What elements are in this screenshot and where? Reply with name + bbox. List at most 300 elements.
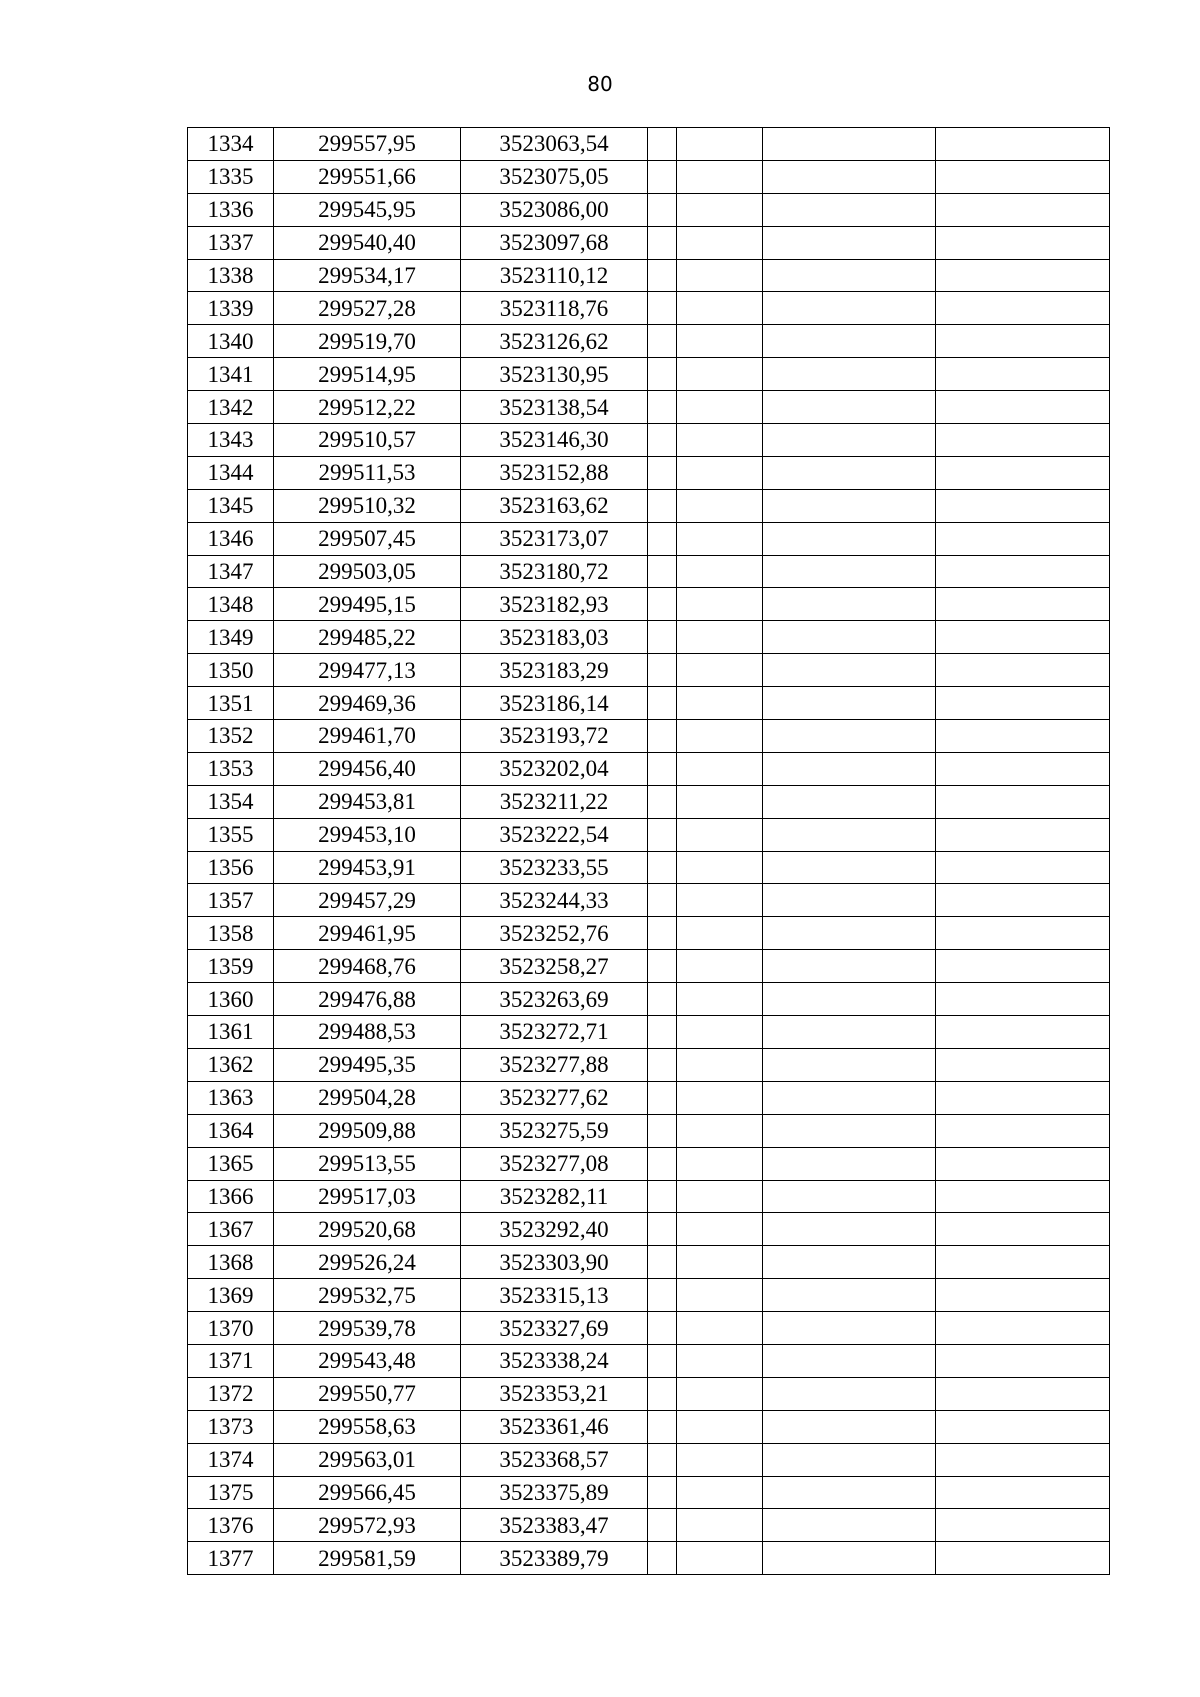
table-row (188, 1016, 1110, 1049)
table-row (188, 818, 1110, 851)
y-coordinate-cell: 3523383,47 (461, 1509, 648, 1542)
x-coordinate-cell: 299527,28 (274, 292, 461, 325)
empty-cell (936, 1344, 1110, 1377)
x-coordinate-cell: 299551,66 (274, 160, 461, 193)
coordinates-table (187, 127, 1110, 1575)
point-number-cell: 1366 (188, 1180, 274, 1213)
empty-cell (648, 424, 677, 457)
y-coordinate-cell: 3523075,05 (461, 160, 648, 193)
point-number-cell: 1344 (188, 456, 274, 489)
table-row (188, 358, 1110, 391)
empty-cell (677, 489, 763, 522)
table-row (188, 752, 1110, 785)
empty-cell (648, 259, 677, 292)
point-number-cell: 1369 (188, 1279, 274, 1312)
empty-cell (763, 259, 936, 292)
y-coordinate-cell: 3523097,68 (461, 226, 648, 259)
y-coordinate-cell: 3523263,69 (461, 983, 648, 1016)
x-coordinate-cell: 299503,05 (274, 555, 461, 588)
empty-cell (648, 1246, 677, 1279)
empty-cell (648, 1344, 677, 1377)
point-number-cell: 1352 (188, 720, 274, 753)
point-number-cell: 1353 (188, 752, 274, 785)
y-coordinate-cell: 3523292,40 (461, 1213, 648, 1246)
empty-cell (936, 720, 1110, 753)
empty-cell (763, 555, 936, 588)
empty-cell (648, 292, 677, 325)
point-number-cell: 1355 (188, 818, 274, 851)
table-row (188, 654, 1110, 687)
empty-cell (936, 983, 1110, 1016)
empty-cell (648, 1147, 677, 1180)
y-coordinate-cell: 3523182,93 (461, 588, 648, 621)
table-row (188, 1048, 1110, 1081)
x-coordinate-cell: 299477,13 (274, 654, 461, 687)
empty-cell (763, 1081, 936, 1114)
empty-cell (648, 752, 677, 785)
table-row (188, 720, 1110, 753)
empty-cell (763, 160, 936, 193)
point-number-cell: 1371 (188, 1344, 274, 1377)
empty-cell (677, 1114, 763, 1147)
x-coordinate-cell: 299511,53 (274, 456, 461, 489)
empty-cell (936, 950, 1110, 983)
empty-cell (763, 1180, 936, 1213)
empty-cell (677, 1312, 763, 1345)
empty-cell (648, 1377, 677, 1410)
empty-cell (648, 555, 677, 588)
x-coordinate-cell: 299510,57 (274, 424, 461, 457)
empty-cell (763, 917, 936, 950)
empty-cell (936, 687, 1110, 720)
empty-cell (677, 325, 763, 358)
x-coordinate-cell: 299510,32 (274, 489, 461, 522)
table-row (188, 588, 1110, 621)
x-coordinate-cell: 299456,40 (274, 752, 461, 785)
y-coordinate-cell: 3523183,03 (461, 621, 648, 654)
empty-cell (648, 588, 677, 621)
empty-cell (763, 1048, 936, 1081)
empty-cell (677, 785, 763, 818)
coordinates-table-body (188, 128, 1110, 1575)
x-coordinate-cell: 299532,75 (274, 1279, 461, 1312)
y-coordinate-cell: 3523389,79 (461, 1542, 648, 1575)
empty-cell (677, 588, 763, 621)
empty-cell (677, 1476, 763, 1509)
x-coordinate-cell: 299457,29 (274, 884, 461, 917)
point-number-cell: 1364 (188, 1114, 274, 1147)
y-coordinate-cell: 3523361,46 (461, 1410, 648, 1443)
empty-cell (936, 489, 1110, 522)
empty-cell (936, 325, 1110, 358)
x-coordinate-cell: 299540,40 (274, 226, 461, 259)
empty-cell (763, 522, 936, 555)
empty-cell (763, 1114, 936, 1147)
empty-cell (648, 522, 677, 555)
table-row (188, 456, 1110, 489)
empty-cell (763, 1312, 936, 1345)
point-number-cell: 1343 (188, 424, 274, 457)
empty-cell (648, 1180, 677, 1213)
empty-cell (677, 160, 763, 193)
empty-cell (763, 1377, 936, 1410)
y-coordinate-cell: 3523277,62 (461, 1081, 648, 1114)
empty-cell (763, 1476, 936, 1509)
x-coordinate-cell: 299453,81 (274, 785, 461, 818)
empty-cell (763, 193, 936, 226)
empty-cell (936, 851, 1110, 884)
empty-cell (936, 292, 1110, 325)
point-number-cell: 1363 (188, 1081, 274, 1114)
x-coordinate-cell: 299543,48 (274, 1344, 461, 1377)
y-coordinate-cell: 3523327,69 (461, 1312, 648, 1345)
page-number: 80 (587, 72, 613, 96)
empty-cell (763, 292, 936, 325)
point-number-cell: 1376 (188, 1509, 274, 1542)
table-row (188, 1213, 1110, 1246)
point-number-cell: 1377 (188, 1542, 274, 1575)
table-row (188, 1344, 1110, 1377)
empty-cell (677, 555, 763, 588)
table-row (188, 917, 1110, 950)
y-coordinate-cell: 3523375,89 (461, 1476, 648, 1509)
empty-cell (677, 884, 763, 917)
x-coordinate-cell: 299453,91 (274, 851, 461, 884)
y-coordinate-cell: 3523244,33 (461, 884, 648, 917)
y-coordinate-cell: 3523202,04 (461, 752, 648, 785)
empty-cell (763, 1279, 936, 1312)
empty-cell (763, 1509, 936, 1542)
point-number-cell: 1365 (188, 1147, 274, 1180)
empty-cell (763, 1443, 936, 1476)
y-coordinate-cell: 3523338,24 (461, 1344, 648, 1377)
empty-cell (648, 1410, 677, 1443)
table-row (188, 522, 1110, 555)
y-coordinate-cell: 3523272,71 (461, 1016, 648, 1049)
empty-cell (677, 1542, 763, 1575)
table-row (188, 325, 1110, 358)
table-row (188, 884, 1110, 917)
empty-cell (677, 391, 763, 424)
empty-cell (648, 1081, 677, 1114)
y-coordinate-cell: 3523146,30 (461, 424, 648, 457)
y-coordinate-cell: 3523315,13 (461, 1279, 648, 1312)
y-coordinate-cell: 3523138,54 (461, 391, 648, 424)
empty-cell (648, 1443, 677, 1476)
empty-cell (677, 950, 763, 983)
empty-cell (936, 1476, 1110, 1509)
empty-cell (936, 456, 1110, 489)
empty-cell (763, 588, 936, 621)
x-coordinate-cell: 299485,22 (274, 621, 461, 654)
empty-cell (936, 1509, 1110, 1542)
empty-cell (936, 424, 1110, 457)
empty-cell (936, 1114, 1110, 1147)
empty-cell (763, 489, 936, 522)
empty-cell (648, 456, 677, 489)
empty-cell (677, 1443, 763, 1476)
y-coordinate-cell: 3523368,57 (461, 1443, 648, 1476)
empty-cell (648, 1016, 677, 1049)
table-row (188, 1542, 1110, 1575)
empty-cell (763, 621, 936, 654)
empty-cell (763, 391, 936, 424)
x-coordinate-cell: 299557,95 (274, 128, 461, 161)
y-coordinate-cell: 3523086,00 (461, 193, 648, 226)
empty-cell (677, 424, 763, 457)
empty-cell (763, 687, 936, 720)
point-number-cell: 1373 (188, 1410, 274, 1443)
point-number-cell: 1370 (188, 1312, 274, 1345)
empty-cell (648, 818, 677, 851)
x-coordinate-cell: 299509,88 (274, 1114, 461, 1147)
empty-cell (677, 654, 763, 687)
empty-cell (677, 818, 763, 851)
empty-cell (763, 226, 936, 259)
empty-cell (677, 1246, 763, 1279)
y-coordinate-cell: 3523152,88 (461, 456, 648, 489)
table-row (188, 1114, 1110, 1147)
empty-cell (677, 1147, 763, 1180)
empty-cell (936, 522, 1110, 555)
empty-cell (648, 1312, 677, 1345)
empty-cell (763, 358, 936, 391)
empty-cell (677, 621, 763, 654)
table-row (188, 621, 1110, 654)
empty-cell (677, 226, 763, 259)
point-number-cell: 1338 (188, 259, 274, 292)
point-number-cell: 1334 (188, 128, 274, 161)
empty-cell (677, 1180, 763, 1213)
empty-cell (677, 292, 763, 325)
table-row (188, 128, 1110, 161)
y-coordinate-cell: 3523258,27 (461, 950, 648, 983)
empty-cell (763, 325, 936, 358)
table-row (188, 1180, 1110, 1213)
empty-cell (677, 456, 763, 489)
empty-cell (648, 1048, 677, 1081)
empty-cell (648, 193, 677, 226)
point-number-cell: 1354 (188, 785, 274, 818)
y-coordinate-cell: 3523118,76 (461, 292, 648, 325)
point-number-cell: 1347 (188, 555, 274, 588)
table-row (188, 1279, 1110, 1312)
y-coordinate-cell: 3523233,55 (461, 851, 648, 884)
empty-cell (763, 1016, 936, 1049)
table-row (188, 950, 1110, 983)
empty-cell (763, 884, 936, 917)
empty-cell (648, 1509, 677, 1542)
x-coordinate-cell: 299581,59 (274, 1542, 461, 1575)
empty-cell (677, 720, 763, 753)
empty-cell (936, 193, 1110, 226)
empty-cell (648, 1542, 677, 1575)
x-coordinate-cell: 299539,78 (274, 1312, 461, 1345)
point-number-cell: 1337 (188, 226, 274, 259)
point-number-cell: 1342 (188, 391, 274, 424)
y-coordinate-cell: 3523183,29 (461, 654, 648, 687)
y-coordinate-cell: 3523282,11 (461, 1180, 648, 1213)
empty-cell (763, 424, 936, 457)
x-coordinate-cell: 299476,88 (274, 983, 461, 1016)
table-row (188, 1312, 1110, 1345)
x-coordinate-cell: 299558,63 (274, 1410, 461, 1443)
y-coordinate-cell: 3523126,62 (461, 325, 648, 358)
empty-cell (763, 851, 936, 884)
empty-cell (936, 1410, 1110, 1443)
empty-cell (936, 259, 1110, 292)
point-number-cell: 1362 (188, 1048, 274, 1081)
empty-cell (763, 785, 936, 818)
empty-cell (677, 851, 763, 884)
empty-cell (677, 522, 763, 555)
empty-cell (763, 1213, 936, 1246)
y-coordinate-cell: 3523252,76 (461, 917, 648, 950)
empty-cell (648, 654, 677, 687)
table-row (188, 1377, 1110, 1410)
empty-cell (648, 983, 677, 1016)
empty-cell (936, 226, 1110, 259)
y-coordinate-cell: 3523222,54 (461, 818, 648, 851)
empty-cell (677, 358, 763, 391)
empty-cell (677, 1410, 763, 1443)
empty-cell (648, 1476, 677, 1509)
x-coordinate-cell: 299572,93 (274, 1509, 461, 1542)
table-row (188, 292, 1110, 325)
empty-cell (648, 391, 677, 424)
empty-cell (677, 128, 763, 161)
y-coordinate-cell: 3523130,95 (461, 358, 648, 391)
empty-cell (763, 1542, 936, 1575)
empty-cell (648, 160, 677, 193)
x-coordinate-cell: 299519,70 (274, 325, 461, 358)
empty-cell (936, 1213, 1110, 1246)
empty-cell (936, 654, 1110, 687)
empty-cell (648, 1213, 677, 1246)
empty-cell (936, 884, 1110, 917)
point-number-cell: 1351 (188, 687, 274, 720)
empty-cell (648, 621, 677, 654)
table-row (188, 1509, 1110, 1542)
y-coordinate-cell: 3523180,72 (461, 555, 648, 588)
point-number-cell: 1345 (188, 489, 274, 522)
empty-cell (763, 983, 936, 1016)
x-coordinate-cell: 299507,45 (274, 522, 461, 555)
y-coordinate-cell: 3523275,59 (461, 1114, 648, 1147)
empty-cell (936, 818, 1110, 851)
empty-cell (763, 720, 936, 753)
empty-cell (677, 1048, 763, 1081)
point-number-cell: 1356 (188, 851, 274, 884)
empty-cell (763, 1246, 936, 1279)
y-coordinate-cell: 3523173,07 (461, 522, 648, 555)
y-coordinate-cell: 3523186,14 (461, 687, 648, 720)
point-number-cell: 1367 (188, 1213, 274, 1246)
x-coordinate-cell: 299520,68 (274, 1213, 461, 1246)
empty-cell (677, 259, 763, 292)
empty-cell (648, 720, 677, 753)
empty-cell (936, 1048, 1110, 1081)
empty-cell (936, 1147, 1110, 1180)
empty-cell (936, 1016, 1110, 1049)
point-number-cell: 1339 (188, 292, 274, 325)
empty-cell (763, 1410, 936, 1443)
table-row (188, 851, 1110, 884)
empty-cell (677, 983, 763, 1016)
point-number-cell: 1374 (188, 1443, 274, 1476)
point-number-cell: 1360 (188, 983, 274, 1016)
x-coordinate-cell: 299495,15 (274, 588, 461, 621)
empty-cell (677, 1213, 763, 1246)
empty-cell (936, 1246, 1110, 1279)
empty-cell (648, 785, 677, 818)
point-number-cell: 1357 (188, 884, 274, 917)
y-coordinate-cell: 3523193,72 (461, 720, 648, 753)
empty-cell (648, 325, 677, 358)
empty-cell (936, 555, 1110, 588)
x-coordinate-cell: 299468,76 (274, 950, 461, 983)
empty-cell (763, 752, 936, 785)
empty-cell (936, 1312, 1110, 1345)
empty-cell (648, 950, 677, 983)
table-row (188, 983, 1110, 1016)
empty-cell (763, 818, 936, 851)
empty-cell (677, 1279, 763, 1312)
table-row (188, 193, 1110, 226)
table-row (188, 785, 1110, 818)
x-coordinate-cell: 299534,17 (274, 259, 461, 292)
empty-cell (677, 1509, 763, 1542)
y-coordinate-cell: 3523277,88 (461, 1048, 648, 1081)
table-row (188, 160, 1110, 193)
empty-cell (936, 128, 1110, 161)
point-number-cell: 1358 (188, 917, 274, 950)
empty-cell (936, 391, 1110, 424)
empty-cell (648, 1114, 677, 1147)
point-number-cell: 1340 (188, 325, 274, 358)
empty-cell (763, 950, 936, 983)
empty-cell (677, 752, 763, 785)
empty-cell (648, 489, 677, 522)
point-number-cell: 1335 (188, 160, 274, 193)
empty-cell (936, 1081, 1110, 1114)
empty-cell (677, 1016, 763, 1049)
x-coordinate-cell: 299495,35 (274, 1048, 461, 1081)
table-row (188, 1443, 1110, 1476)
table-row (188, 687, 1110, 720)
y-coordinate-cell: 3523211,22 (461, 785, 648, 818)
point-number-cell: 1346 (188, 522, 274, 555)
empty-cell (648, 884, 677, 917)
empty-cell (677, 1344, 763, 1377)
table-row (188, 391, 1110, 424)
x-coordinate-cell: 299504,28 (274, 1081, 461, 1114)
table-row (188, 226, 1110, 259)
empty-cell (763, 456, 936, 489)
x-coordinate-cell: 299469,36 (274, 687, 461, 720)
y-coordinate-cell: 3523110,12 (461, 259, 648, 292)
point-number-cell: 1361 (188, 1016, 274, 1049)
empty-cell (936, 1443, 1110, 1476)
table-row (188, 1081, 1110, 1114)
empty-cell (936, 785, 1110, 818)
empty-cell (648, 687, 677, 720)
empty-cell (648, 128, 677, 161)
table-row (188, 1410, 1110, 1443)
empty-cell (936, 621, 1110, 654)
point-number-cell: 1348 (188, 588, 274, 621)
y-coordinate-cell: 3523277,08 (461, 1147, 648, 1180)
